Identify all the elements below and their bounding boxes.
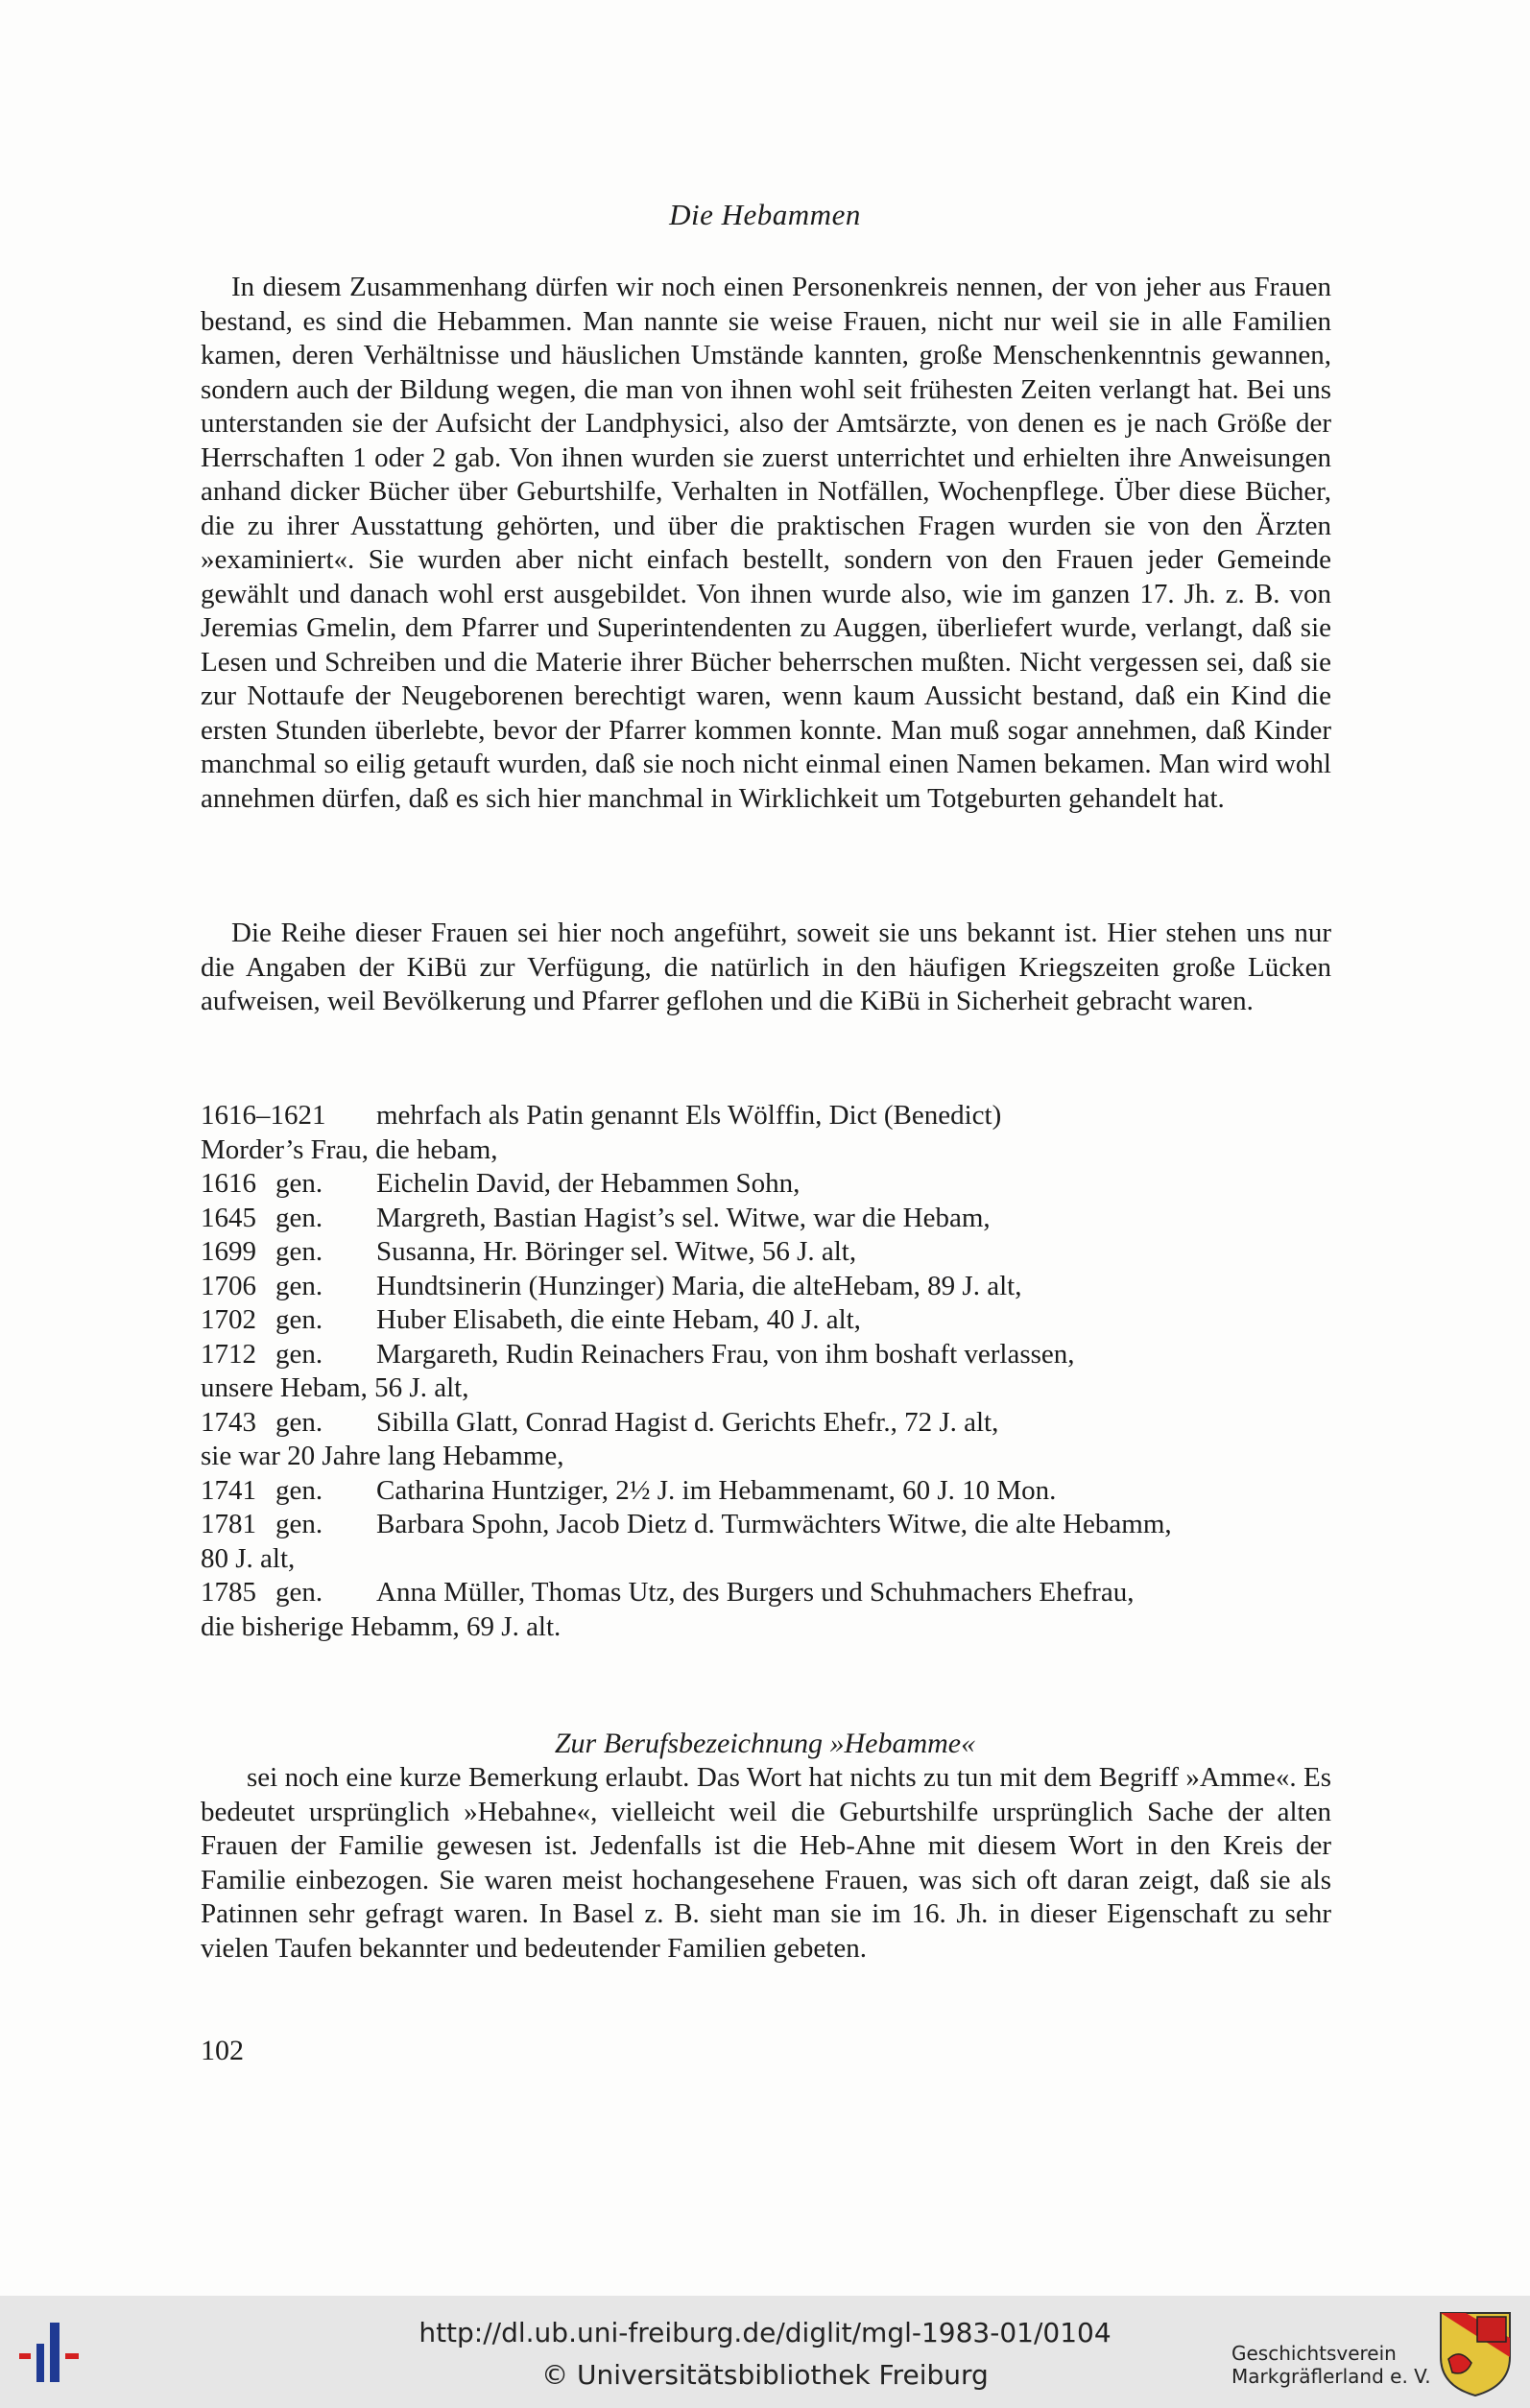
entry-text: mehrfach als Patin genannt Els Wölffin, Dict (Benedict) — [376, 1100, 1002, 1131]
list-item — [201, 1338, 1331, 1372]
organization-line-1: Geschichtsverein — [1231, 2342, 1397, 2365]
entry-year: 1616 — [201, 1168, 256, 1199]
entry-text: Eichelin David, der Hebammen Sohn, — [376, 1168, 801, 1199]
footer-organization — [1231, 2342, 1431, 2388]
entry-text: Hundtsinerin (Hunzinger) Maria, die alteHebam, 89 J. alt, — [376, 1270, 1022, 1301]
entry-year: 1785 — [201, 1577, 256, 1608]
entry-continuation: Morder’s Frau, die hebam, — [201, 1133, 498, 1165]
footer-url-link[interactable]: http://dl.ub.uni-freiburg.de/diglit/mgl-1983-01/0104 — [418, 2317, 1112, 2348]
entry-gen: gen. — [275, 1577, 323, 1608]
entry-text: Margareth, Rudin Reinachers Frau, von ihm boshaft verlassen, — [376, 1338, 1075, 1370]
list-item — [201, 1202, 1331, 1236]
entry-year: 1702 — [201, 1304, 256, 1335]
footer-bar — [0, 2296, 1530, 2408]
paragraph-2-text: Die Reihe dieser Frauen sei hier noch angeführt, soweit sie uns bekannt ist. Hier stehen uns nur die Angaben der KiBü zur Verfügung, die natürlich in den häufigen Kriegszeiten große Lücken aufweisen, weil Bevölkerung und Pfarrer geflohen und die KiBü in Sicherheit gebracht waren. — [201, 918, 1331, 1016]
entry-year: 1616–1621 — [201, 1100, 326, 1131]
entry-gen: gen. — [275, 1270, 323, 1301]
page-number: 102 — [201, 2035, 244, 2066]
entry-year: 1706 — [201, 1270, 256, 1301]
list-item — [201, 1099, 1331, 1133]
midwife-list — [201, 1099, 1331, 1644]
entry-continuation: die bisherige Hebamm, 69 J. alt. — [201, 1610, 562, 1642]
list-item — [201, 1167, 1331, 1202]
entry-text: Barbara Spohn, Jacob Dietz d. Turmwächters Witwe, die alte Hebamm, — [376, 1509, 1172, 1539]
entry-gen: gen. — [275, 1236, 323, 1267]
paragraph-3 — [201, 1761, 1331, 1966]
paragraph-1-text: In diesem Zusammenhang dürfen wir noch einen Personenkreis nennen, der von jeher aus Frauen bestand, es sind die Hebammen. Man nannte sie weise Frauen, nicht nur weil sie in alle Familien kamen, deren Verhältnisse und häuslichen Umstände kannten, große Menschenkenntnis gewannen, sondern auch der Bildung wegen, die man von ihnen wohl seit frühesten Zeiten verlangt hat. Bei uns unterstanden sie der Aufsicht der Landphysici, also der Amtsärzte, von denen es je nach Größe der Herrschaften 1 oder 2 gab. Von ihnen wurden sie zuerst unterrichtet und erhielten ihre Anweisungen anhand dicker Bücher über Geburtshilfe, Verhalten in Notfällen, Wochenpflege. Über diese Bücher, die zu ihrer Ausstattung gehörten, und über die praktischen Fragen wurden sie von den Ärzten »examiniert«. Sie wurden aber nicht einfach bestellt, sondern von den Frauen jeder Gemeinde gewählt und danach wohl erst ausgebildet. Von ihnen wurde also, wie im ganzen 17. Jh. z. B. von Jeremias Gmelin, dem Pfarrer und Superintendenten zu Auggen, überliefert wurde, verlangt, daß sie Lesen und Schreiben und die Materie ihrer Bücher beherrschen mußten. Nicht vergessen sei, daß sie zur Nottaufe der Neugeborenen berechtigt waren, wenn kaum Aussicht bestand, daß ein Kind die ersten Stunden überlebte, bevor der Pfarrer kommen konnte. Man muß sogar annehmen, daß Kinder manchmal so eilig getauft wurden, daß sie noch nicht einmal einen Namen bekamen. Man wird wohl annehmen dürfen, daß es sich hier manchmal in Wirklichkeit um Totgeburten gehandelt hat. — [201, 272, 1331, 814]
paragraph-3-text: sei noch eine kurze Bemerkung erlaubt. Das Wort hat nichts zu tun mit dem Begriff »Amme«. Es bedeutet ursprünglich »Hebahne«, vielleicht weil die Geburtshilfe ursprünglich Sache der alten Frauen der Familie gewesen ist. Jedenfalls ist die Heb-Ahne mit diesem Wort in den Kreis der Familie einbezogen. Sie waren meist hochangesehene Frauen, was sich oft daran zeigt, daß sie als Patinnen sehr gefragt waren. In Basel z. B. sieht man sie im 16. Jh. in dieser Eigenschaft zu sehr vielen Taufen bekannter und bedeutender Familien gebeten. — [201, 1762, 1331, 1964]
list-item — [201, 1508, 1331, 1542]
subheading: Zur Berufsbezeichnung »Hebamme« — [554, 1728, 976, 1759]
entry-text: Margreth, Bastian Hagist’s sel. Witwe, war die Hebam, — [376, 1202, 991, 1233]
list-item — [201, 1235, 1331, 1270]
list-item — [201, 1270, 1331, 1304]
entry-year: 1741 — [201, 1474, 256, 1506]
list-item — [201, 1474, 1331, 1509]
footer-copyright: © Universitätsbibliothek Freiburg — [541, 2359, 989, 2391]
entry-gen: gen. — [275, 1202, 323, 1233]
list-item — [201, 1303, 1331, 1338]
entry-gen: gen. — [275, 1509, 323, 1539]
entry-gen: gen. — [275, 1338, 323, 1370]
entry-text: Sibilla Glatt, Conrad Hagist d. Gerichts Ehefr., 72 J. alt, — [376, 1406, 999, 1438]
entry-text: Susanna, Hr. Böringer sel. Witwe, 56 J. alt, — [376, 1236, 857, 1267]
entry-continuation: unsere Hebam, 56 J. alt, — [201, 1372, 469, 1403]
entry-gen: gen. — [275, 1406, 323, 1438]
entry-year: 1781 — [201, 1509, 256, 1539]
entry-year: 1712 — [201, 1338, 256, 1370]
entry-text: Anna Müller, Thomas Utz, des Burgers und Schuhmachers Ehefrau, — [376, 1577, 1135, 1608]
entry-year: 1699 — [201, 1236, 256, 1267]
entry-year: 1645 — [201, 1202, 256, 1233]
entry-gen: gen. — [275, 1474, 323, 1506]
entry-gen: gen. — [275, 1304, 323, 1335]
entry-continuation: sie war 20 Jahre lang Hebamme, — [201, 1441, 564, 1471]
entry-gen: gen. — [275, 1168, 323, 1199]
paragraph-2 — [201, 917, 1331, 1019]
list-item — [201, 1406, 1331, 1441]
entry-text: Huber Elisabeth, die einte Hebam, 40 J. alt, — [376, 1304, 861, 1335]
list-item — [201, 1576, 1331, 1610]
organization-line-2: Markgräflerland e. V. — [1231, 2365, 1431, 2388]
coat-of-arms-icon — [1437, 2309, 1514, 2397]
running-head: Die Hebammen — [669, 198, 861, 231]
entry-text: Catharina Huntziger, 2½ J. im Hebammenamt, 60 J. 10 Mon. — [376, 1474, 1057, 1506]
entry-continuation: 80 J. alt, — [201, 1542, 296, 1574]
entry-year: 1743 — [201, 1406, 256, 1438]
paragraph-1 — [201, 271, 1331, 816]
